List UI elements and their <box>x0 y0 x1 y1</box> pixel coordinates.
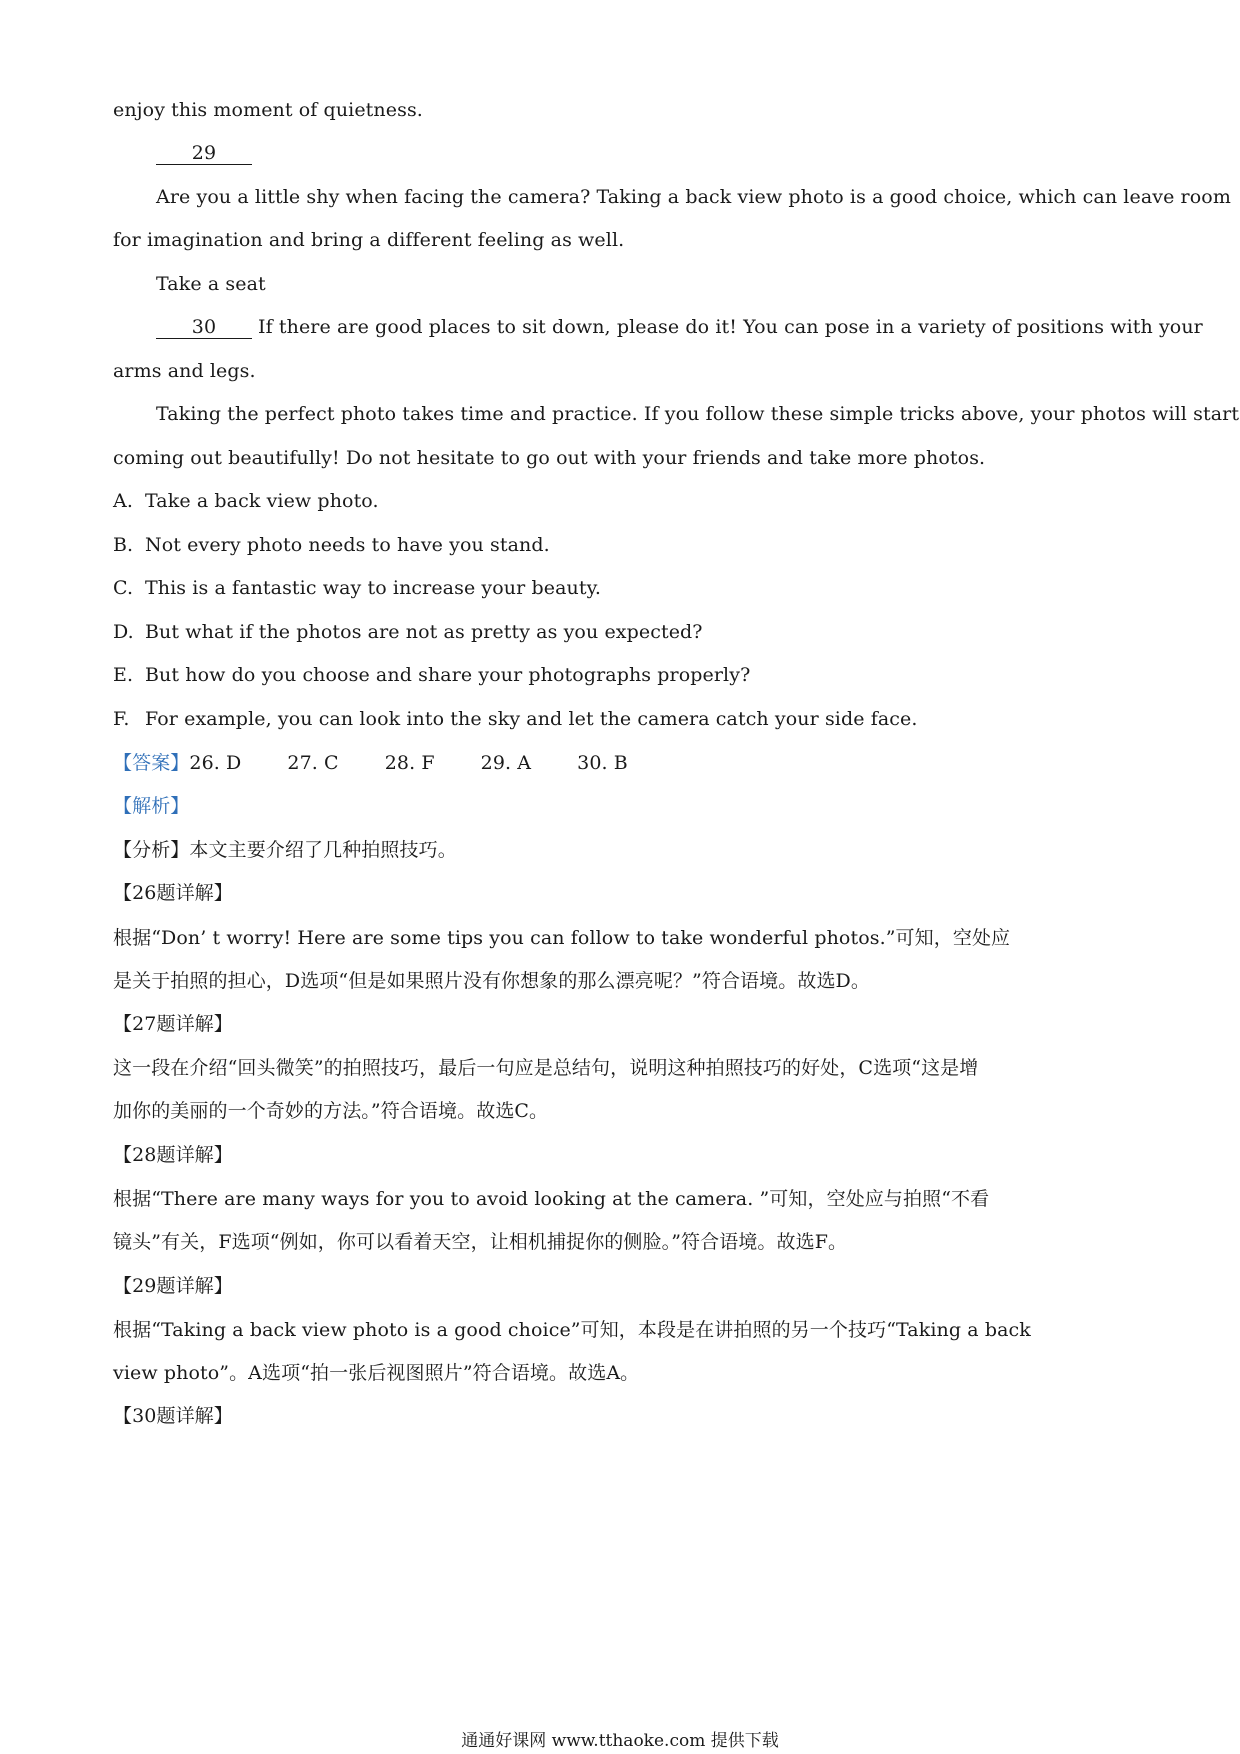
option-label: A. <box>113 490 133 512</box>
option-label: D. <box>113 621 134 643</box>
q28-line2: 镜头”有关，F选项“例如，你可以看着天空，让相机捕捉你的侧脸。”符合语境。故选F。 <box>113 1231 848 1253</box>
option-text: Not every photo needs to have you stand. <box>145 534 550 556</box>
heading-take-a-seat: Take a seat <box>156 273 266 295</box>
q27-title: 【27题详解】 <box>113 1013 233 1035</box>
paragraph-ending-line1: Taking the perfect photo takes time and practice. If you follow these simple tricks above, your photos will start <box>156 403 1240 425</box>
option-text: For example, you can look into the sky and let the camera catch your side face. <box>145 708 918 730</box>
option-f <box>113 706 1133 732</box>
answer-item: 29. A <box>480 752 532 774</box>
paragraph-seat-text: If there are good places to sit down, please do it! You can pose in a variety of positions with your <box>258 316 1203 338</box>
q29-title: 【29题详解】 <box>113 1275 233 1297</box>
blank-30: 30 <box>156 316 252 339</box>
analysis-tag: 【解析】 <box>113 795 190 817</box>
paragraph-ending-line2: coming out beautifully! Do not hesitate to go out with your friends and take more photos. <box>113 447 986 469</box>
option-e <box>113 662 1133 688</box>
page-footer: 通通好课网 www.tthaoke.com 提供下载 <box>461 1731 779 1751</box>
q29-line1: 根据“Taking a back view photo is a good choice”可知，本段是在讲拍照的另一个技巧“Taking a back <box>113 1319 1031 1341</box>
option-text: But how do you choose and share your photographs properly? <box>145 664 751 686</box>
answer-line <box>113 750 1133 776</box>
q26-line2: 是关于拍照的担心，D选项“但是如果照片没有你想象的那么漂亮呢？”符合语境。故选D。 <box>113 970 870 992</box>
option-label: C. <box>113 577 134 599</box>
answer-item: 30. B <box>577 752 628 774</box>
paragraph-seat-line2: arms and legs. <box>113 360 256 382</box>
blank-29-line <box>156 140 1176 166</box>
answer-tag: 【答案】 <box>113 752 190 774</box>
q26-line1: 根据“Don’ t worry! Here are some tips you can follow to take wonderful photos.”可知，空处应 <box>113 927 1011 949</box>
option-label: E. <box>113 664 134 686</box>
option-c <box>113 575 1133 601</box>
paragraph-seat-line1 <box>156 314 1203 340</box>
q27-line2: 加你的美丽的一个奇妙的方法。”符合语境。故选C。 <box>113 1100 549 1122</box>
q30-title: 【30题详解】 <box>113 1405 233 1427</box>
option-label: B. <box>113 534 134 556</box>
q27-line1: 这一段在介绍“回头微笑”的拍照技巧，最后一句应是总结句，说明这种拍照技巧的好处，C选项“这是增 <box>113 1057 979 1079</box>
option-text: This is a fantastic way to increase your beauty. <box>145 577 602 599</box>
q29-line2: view photo”。A选项“拍一张后视图照片”符合语境。故选A。 <box>113 1362 640 1384</box>
blank-29: 29 <box>156 142 252 165</box>
q28-title: 【28题详解】 <box>113 1144 233 1166</box>
option-a <box>113 488 1133 514</box>
analysis-summary: 【分析】本文主要介绍了几种拍照技巧。 <box>113 839 457 861</box>
q28-line1: 根据“There are many ways for you to avoid looking at the camera. ”可知，空处应与拍照“不看 <box>113 1188 990 1210</box>
q26-title: 【26题详解】 <box>113 882 233 904</box>
option-d <box>113 619 1133 645</box>
answer-item: 27. C <box>287 752 339 774</box>
answer-item: 28. F <box>384 752 435 774</box>
answer-item: 26. D <box>189 752 242 774</box>
option-label: F. <box>113 708 130 730</box>
paragraph-back-view-line1: Are you a little shy when facing the camera? Taking a back view photo is a good choice, which can leave room <box>156 186 1231 208</box>
paragraph-back-view-line2: for imagination and bring a different feeling as well. <box>113 229 625 251</box>
option-text: But what if the photos are not as pretty as you expected? <box>145 621 703 643</box>
passage-continuation: enjoy this moment of quietness. <box>113 99 423 121</box>
option-b <box>113 532 1133 558</box>
option-text: Take a back view photo. <box>145 490 379 512</box>
